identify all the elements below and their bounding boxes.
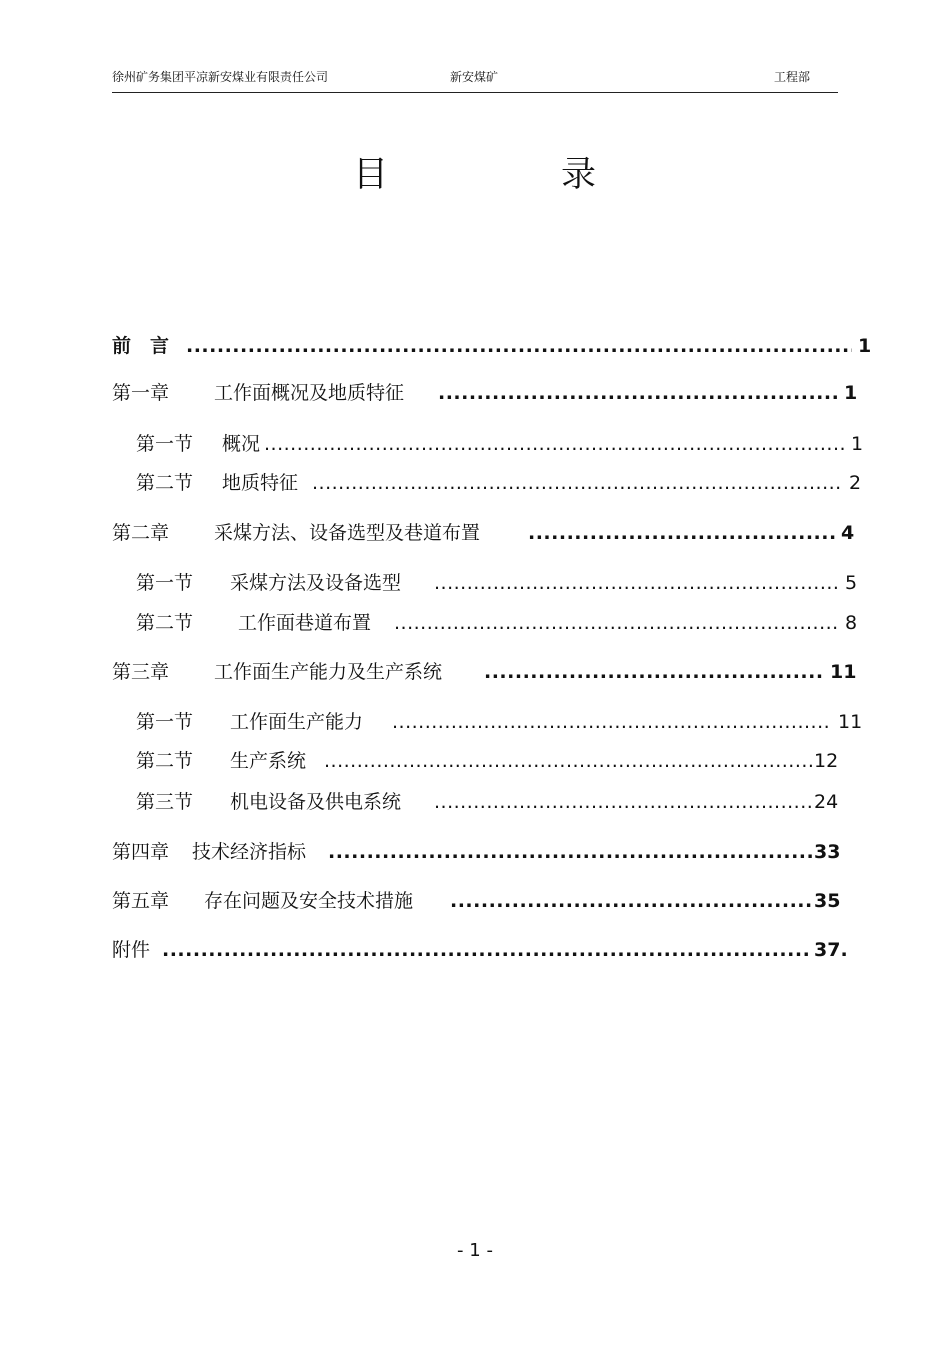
toc-leader-dots <box>484 660 824 684</box>
toc-entry-chapter-4[interactable] <box>112 840 872 864</box>
toc-leader-dots <box>394 611 840 635</box>
toc-leader-dots <box>434 790 812 814</box>
toc-chapter-title: 技术经济指标 <box>192 841 307 863</box>
toc-chapter-title: 存在问题及安全技术措施 <box>204 890 414 912</box>
toc-page-number: 24 <box>814 791 839 813</box>
toc-page-number: 33 <box>814 841 841 863</box>
header-company: 徐州矿务集团平凉新安煤业有限责任公司 <box>112 70 329 84</box>
toc-leader-dots <box>264 432 846 456</box>
toc-section-number: 第一节 <box>136 433 194 455</box>
toc-page-number: 37. <box>814 939 848 961</box>
toc-entry-preface[interactable] <box>112 334 872 358</box>
page-header <box>112 66 838 93</box>
toc-entry-chapter-5[interactable] <box>112 889 872 913</box>
toc-leader-dots <box>312 471 842 495</box>
toc-label: 附件 <box>112 939 151 961</box>
toc-chapter-title: 工作面生产能力及生产系统 <box>214 661 443 683</box>
toc-section-title: 地质特征 <box>222 472 299 494</box>
toc-section-number: 第二节 <box>136 612 194 634</box>
toc-chapter-number: 第四章 <box>112 841 170 863</box>
page-title-char-2: 录 <box>561 155 597 195</box>
toc-leader-dots <box>438 381 838 405</box>
toc-page-number: 11 <box>830 661 857 683</box>
toc-chapter-number: 第五章 <box>112 890 170 912</box>
toc-page-number: 1 <box>858 335 872 357</box>
toc-leader-dots <box>392 710 832 734</box>
toc-entry-chapter-1[interactable] <box>112 381 872 405</box>
toc-section-title: 工作面巷道布置 <box>238 612 372 634</box>
toc-leader-dots <box>450 889 812 913</box>
toc-section-title: 采煤方法及设备选型 <box>230 572 402 594</box>
toc-page-number: 12 <box>814 750 839 772</box>
toc-page-number: 1 <box>851 433 864 455</box>
toc-chapter-title: 工作面概况及地质特征 <box>214 382 405 404</box>
header-department: 工程部 <box>774 70 811 84</box>
toc-leader-dots <box>186 334 852 358</box>
toc-section-title: 概况 <box>222 433 261 455</box>
toc-entry-chapter-3-section-2[interactable] <box>136 749 872 773</box>
header-mine: 新安煤矿 <box>450 70 499 84</box>
toc-chapter-title: 采煤方法、设备选型及巷道布置 <box>214 522 481 544</box>
toc-section-number: 第三节 <box>136 791 194 813</box>
toc-page-number: 2 <box>849 472 862 494</box>
toc-section-number: 第二节 <box>136 750 194 772</box>
toc-entry-chapter-3-section-3[interactable] <box>136 790 872 814</box>
toc-leader-dots <box>528 521 836 545</box>
toc-chapter-number: 第一章 <box>112 382 170 404</box>
toc-section-title: 生产系统 <box>230 750 307 772</box>
toc-entry-chapter-1-section-1[interactable] <box>136 432 872 456</box>
toc-page-number: 11 <box>838 711 863 733</box>
toc-entry-appendix[interactable] <box>112 938 872 962</box>
toc-entry-chapter-2-section-1[interactable] <box>136 571 872 595</box>
toc-chapter-number: 第二章 <box>112 522 170 544</box>
toc-page-number: 35 <box>814 890 841 912</box>
toc-entry-chapter-2-section-2[interactable] <box>136 611 872 635</box>
toc-section-number: 第一节 <box>136 572 194 594</box>
toc-entry-chapter-2[interactable] <box>112 521 872 545</box>
toc-section-title: 工作面生产能力 <box>230 711 364 733</box>
toc-leader-dots <box>434 571 840 595</box>
toc-leader-dots <box>324 749 812 773</box>
toc-page-number: 4 <box>841 522 855 544</box>
toc-leader-dots <box>162 938 812 962</box>
toc-leader-dots <box>328 840 812 864</box>
toc-entry-chapter-1-section-2[interactable] <box>136 471 872 495</box>
toc-entry-chapter-3[interactable] <box>112 660 872 684</box>
toc-page-number: 1 <box>844 382 858 404</box>
toc-page-number: 5 <box>845 572 858 594</box>
toc-entry-chapter-3-section-1[interactable] <box>136 710 872 734</box>
toc-page-number: 8 <box>845 612 858 634</box>
toc-chapter-number: 第三章 <box>112 661 170 683</box>
toc-section-title: 机电设备及供电系统 <box>230 791 402 813</box>
toc-section-number: 第二节 <box>136 472 194 494</box>
toc-label: 前 言 <box>112 335 170 357</box>
page-footer-number: - 1 - <box>457 1240 493 1261</box>
toc-section-number: 第一节 <box>136 711 194 733</box>
page-title-char-1: 目 <box>353 155 389 195</box>
